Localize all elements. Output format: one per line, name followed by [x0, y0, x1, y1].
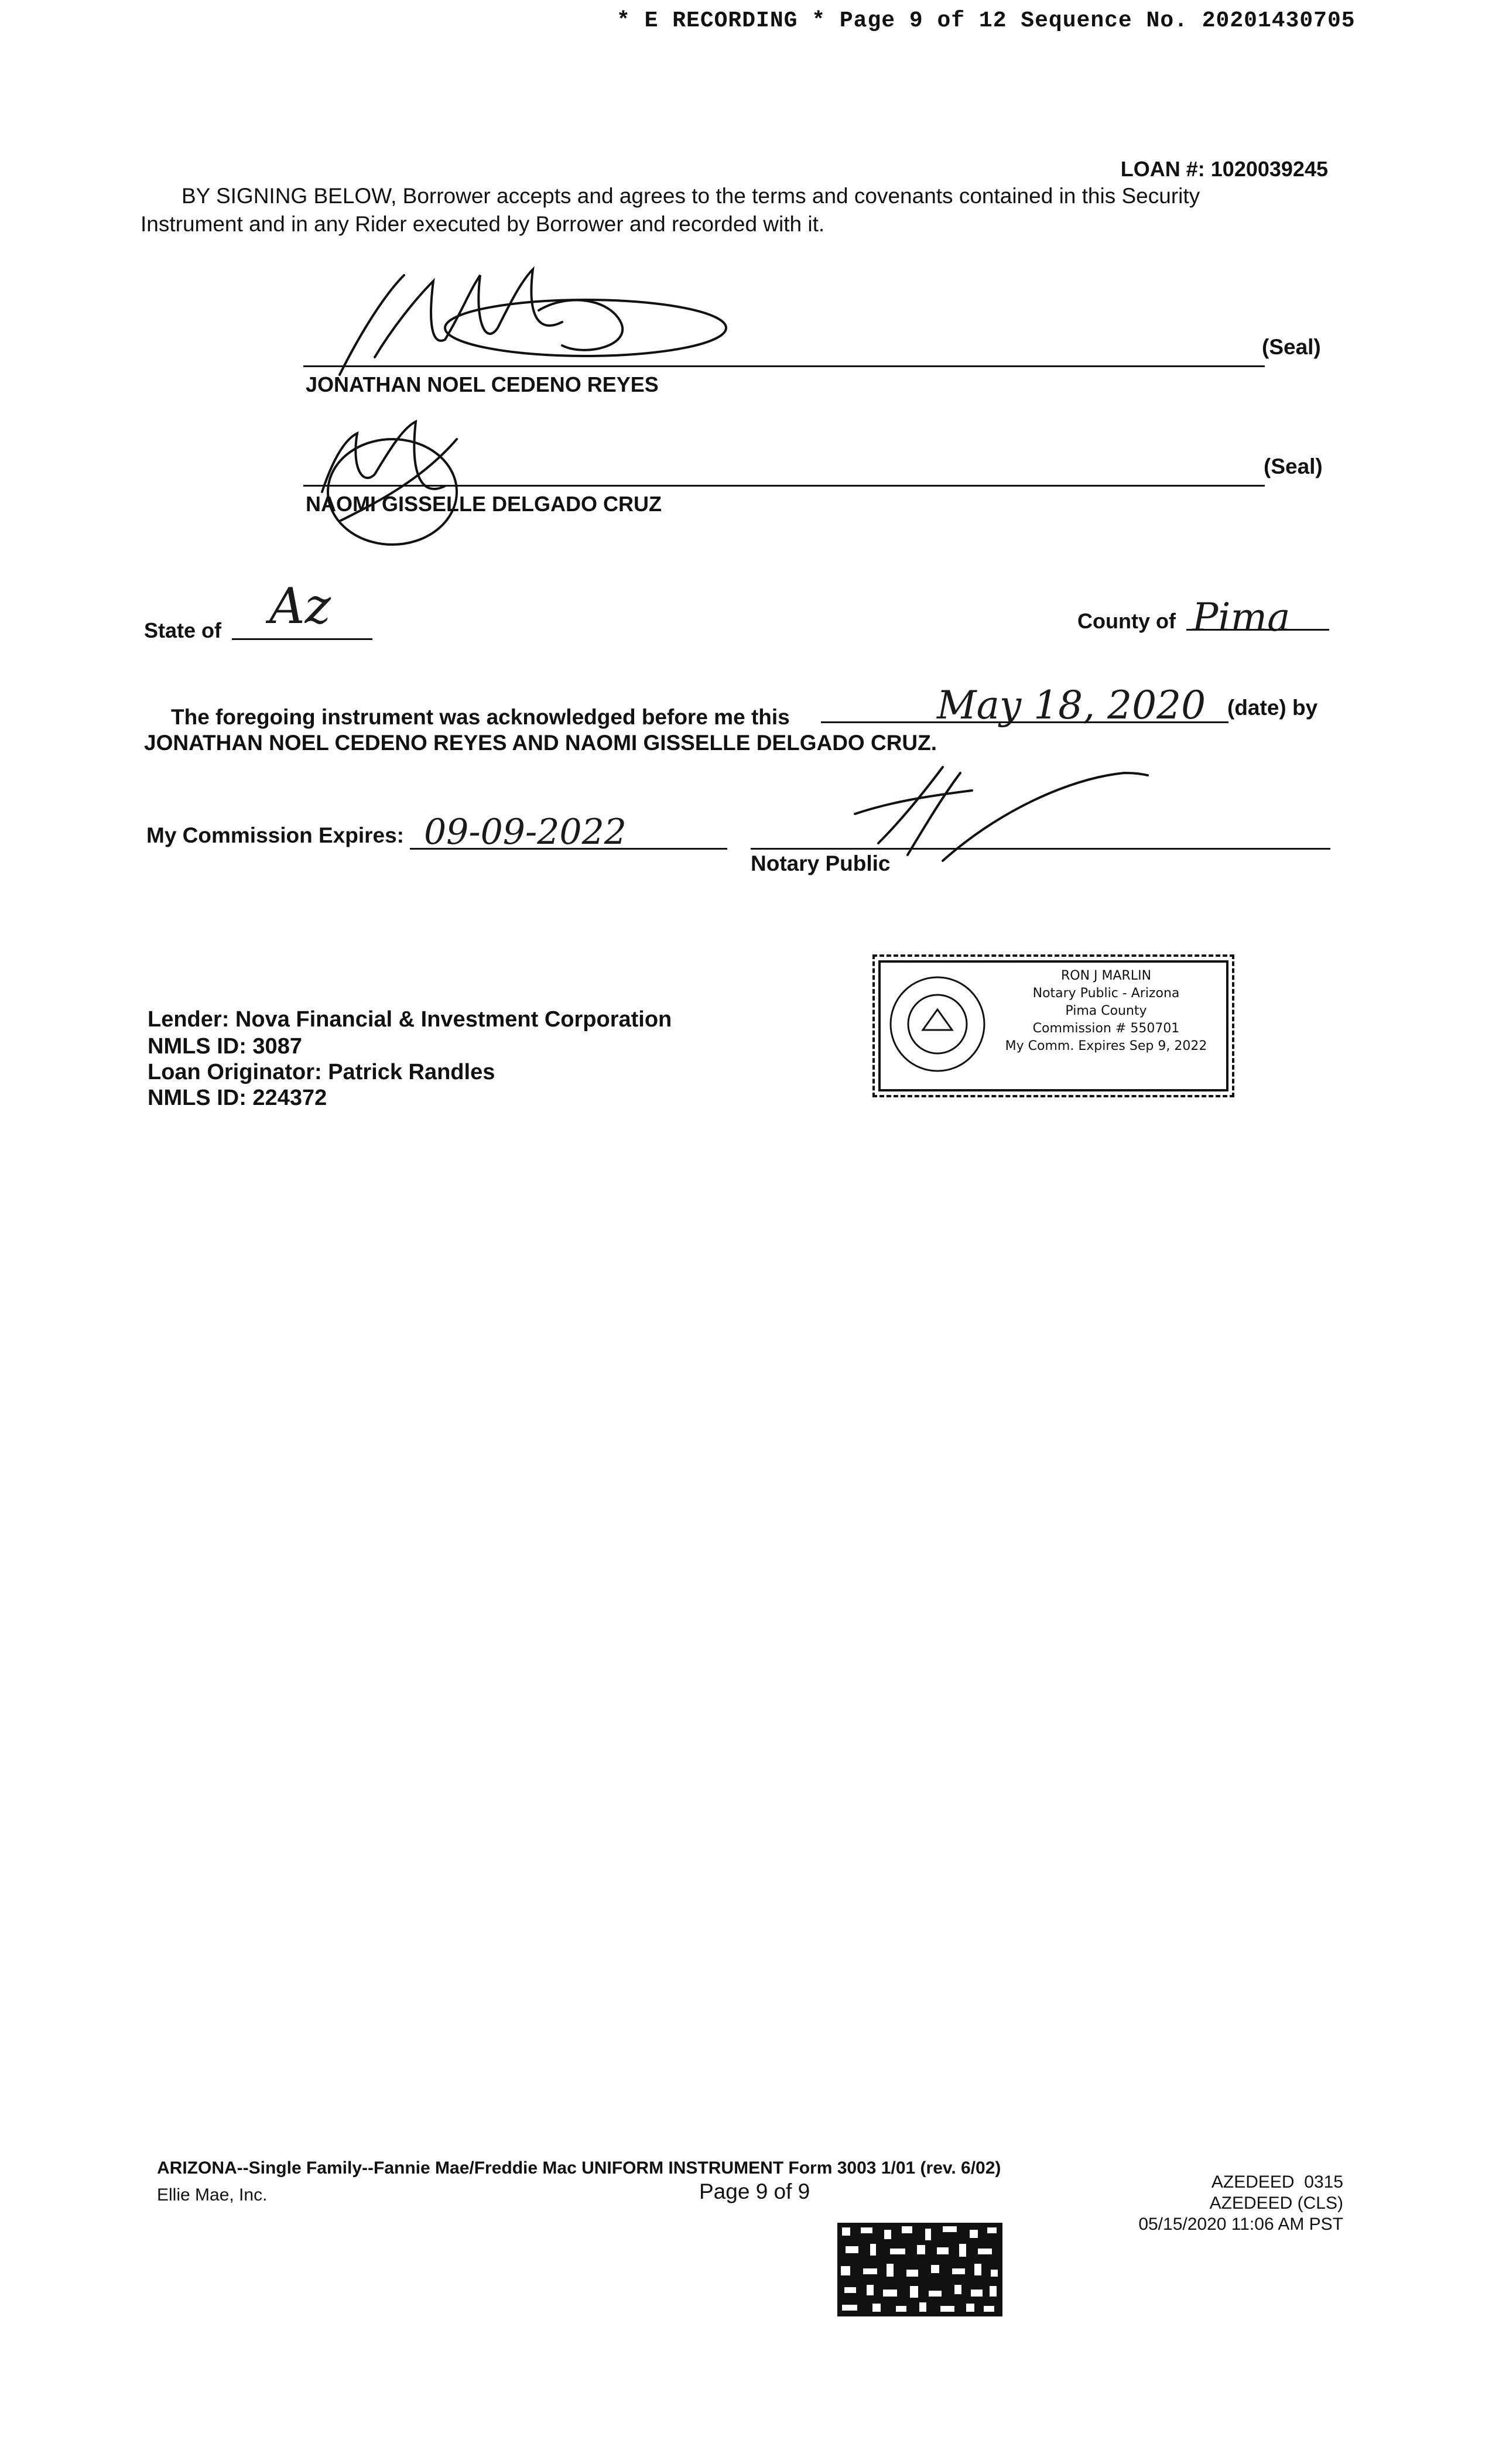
borrower-1-signature-line [303, 365, 1265, 367]
commission-handwritten: 09-09-2022 [424, 812, 627, 853]
intro-line-2: Instrument and in any Rider executed by Borrower and recorded with it. [141, 212, 825, 236]
stamp-title: Notary Public - Arizona [1032, 986, 1180, 1001]
acknowledgment-prefix: The foregoing instrument was acknowledged before me this [171, 705, 790, 729]
loan-label: LOAN #: [1120, 157, 1205, 181]
borrower-2-seal: (Seal) [1264, 454, 1323, 478]
footer-form-line: ARIZONA--Single Family--Fannie Mae/Freddie Mac UNIFORM INSTRUMENT Form 3003 1/01 (rev. 6/02) [157, 2158, 1001, 2178]
commission-label: My Commission Expires: [146, 823, 405, 847]
notary-public-label: Notary Public [751, 851, 891, 875]
loan-number-line [1121, 157, 1328, 182]
borrower-2-name: NAOMI GISSELLE DELGADO CRUZ [306, 492, 662, 516]
borrower-1-signature [316, 258, 726, 386]
notary-signature-line [751, 848, 1330, 850]
barcode-2d [837, 2223, 1002, 2316]
county-line [1186, 629, 1329, 631]
commission-line [410, 848, 727, 850]
borrower-2-signature [304, 404, 480, 556]
loan-originator: Loan Originator: Patrick Randles [148, 1060, 495, 1084]
footer-vendor: Ellie Mae, Inc. [157, 2185, 268, 2205]
borrower-1-name: JONATHAN NOEL CEDENO REYES [306, 372, 659, 396]
borrower-2-signature-line [303, 485, 1265, 487]
state-handwritten: Az [269, 577, 331, 635]
stamp-expires: My Comm. Expires Sep 9, 2022 [1005, 1039, 1207, 1053]
acknowledgment-date-line [821, 721, 1228, 723]
stamp-county: Pima County [1065, 1004, 1147, 1018]
county-handwritten: Pima [1192, 595, 1291, 640]
recording-header: * E RECORDING * Page 9 of 12 Sequence No. 20201430705 [617, 8, 1356, 33]
stamp-notary-name: RON J MARLIN [1060, 969, 1152, 983]
state-label: State of [144, 618, 222, 642]
lender-line: Lender: Nova Financial & Investment Corporation [148, 1007, 672, 1032]
borrower-1-seal: (Seal) [1262, 335, 1321, 359]
county-label: County of [1077, 609, 1176, 633]
state-line [232, 638, 372, 640]
acknowledgment-date-suffix: (date) by [1227, 696, 1318, 720]
stamp-text-block [992, 967, 1220, 1055]
stamp-commission: Commission # 550701 [1032, 1021, 1180, 1036]
loan-number: 1020039245 [1210, 157, 1328, 181]
footer-code-1: AZEDEED 0315 [1211, 2172, 1343, 2192]
acknowledgment-names: JONATHAN NOEL CEDENO REYES AND NAOMI GISSELLE DELGADO CRUZ. [144, 731, 937, 755]
originator-nmls-id: NMLS ID: 224372 [148, 1086, 327, 1110]
lender-nmls-id: NMLS ID: 3087 [148, 1034, 302, 1059]
notary-stamp [872, 954, 1234, 1097]
footer-page-number: Page 9 of 9 [699, 2179, 810, 2203]
intro-line-1: BY SIGNING BELOW, Borrower accepts and agrees to the terms and covenants contained in this Security [182, 184, 1200, 208]
acknowledgment-date-handwritten: May 18, 2020 [937, 683, 1206, 728]
footer-timestamp: 05/15/2020 11:06 AM PST [1138, 2215, 1343, 2234]
footer-code-2: AZEDEED (CLS) [1209, 2193, 1343, 2213]
state-seal-icon [888, 974, 987, 1074]
notary-signature [843, 755, 1171, 872]
